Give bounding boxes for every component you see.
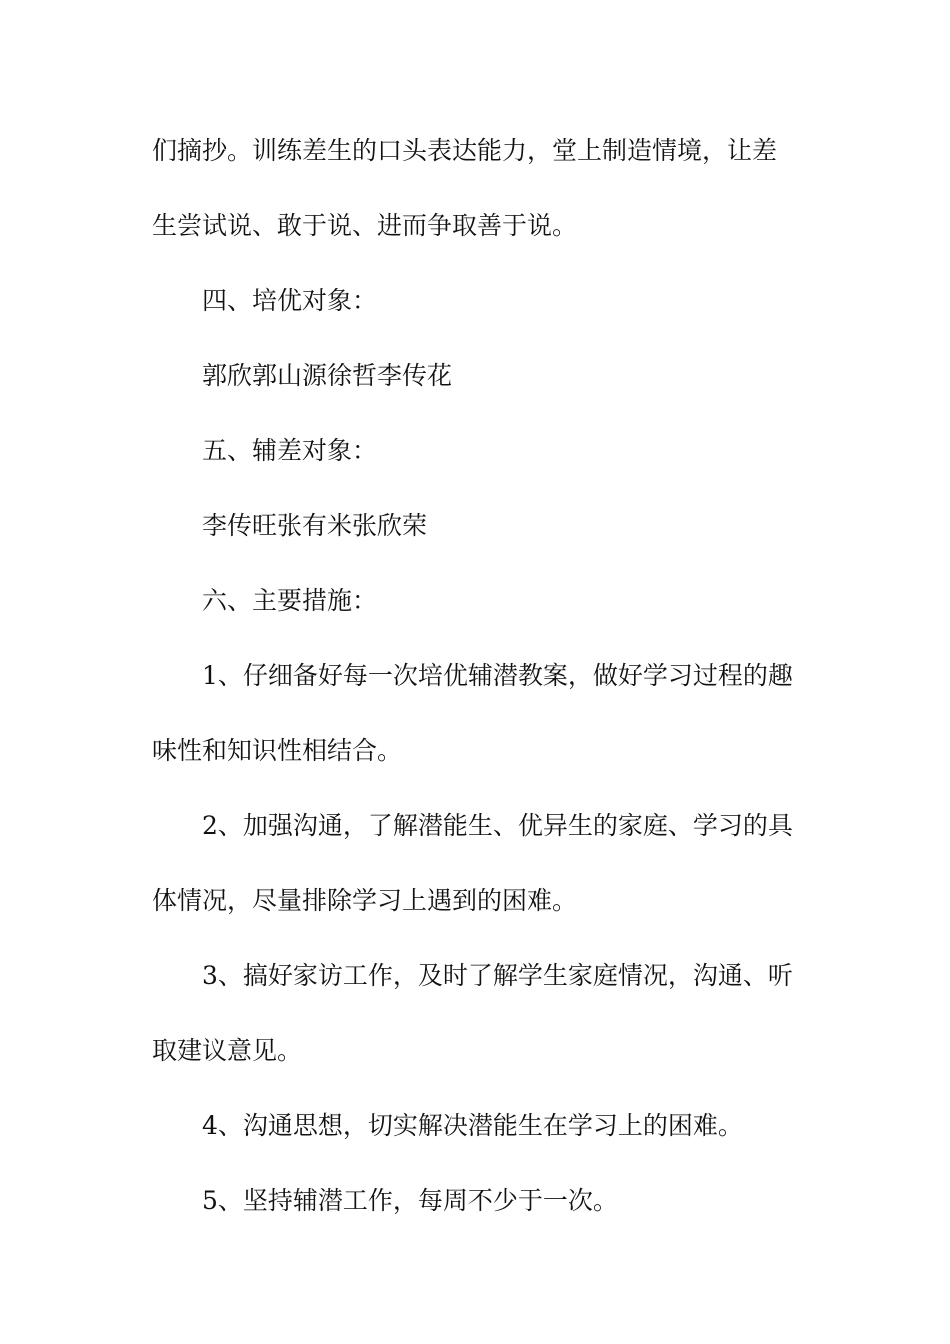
text-line: 取建议意见。 [152, 1036, 303, 1065]
list-item: 1、仔细备好每一次培优辅潜教案，做好学习过程的趣 [202, 661, 793, 690]
section-heading: 四、培优对象： [202, 286, 378, 315]
text-line: 味性和知识性相结合。 [152, 736, 403, 765]
list-item: 2、加强沟通，了解潜能生、优异生的家庭、学习的具 [202, 811, 793, 840]
section-heading: 五、辅差对象： [202, 436, 378, 465]
text-line: 体情况，尽量排除学习上遇到的困难。 [152, 886, 578, 915]
text-line: 们摘抄。训练差生的口头表达能力，堂上制造情境，让差 [152, 136, 778, 165]
list-item: 5、坚持辅潜工作，每周不少于一次。 [202, 1186, 618, 1215]
text-line: 李传旺张有米张欣荣 [202, 511, 428, 540]
text-line: 生尝试说、敢于说、进而争取善于说。 [152, 211, 578, 240]
section-heading: 六、主要措施： [202, 586, 378, 615]
list-item: 4、沟通思想，切实解决潜能生在学习上的困难。 [202, 1111, 743, 1140]
text-line: 郭欣郭山源徐哲李传花 [202, 361, 453, 390]
list-item: 3、搞好家访工作，及时了解学生家庭情况，沟通、听 [202, 961, 793, 990]
